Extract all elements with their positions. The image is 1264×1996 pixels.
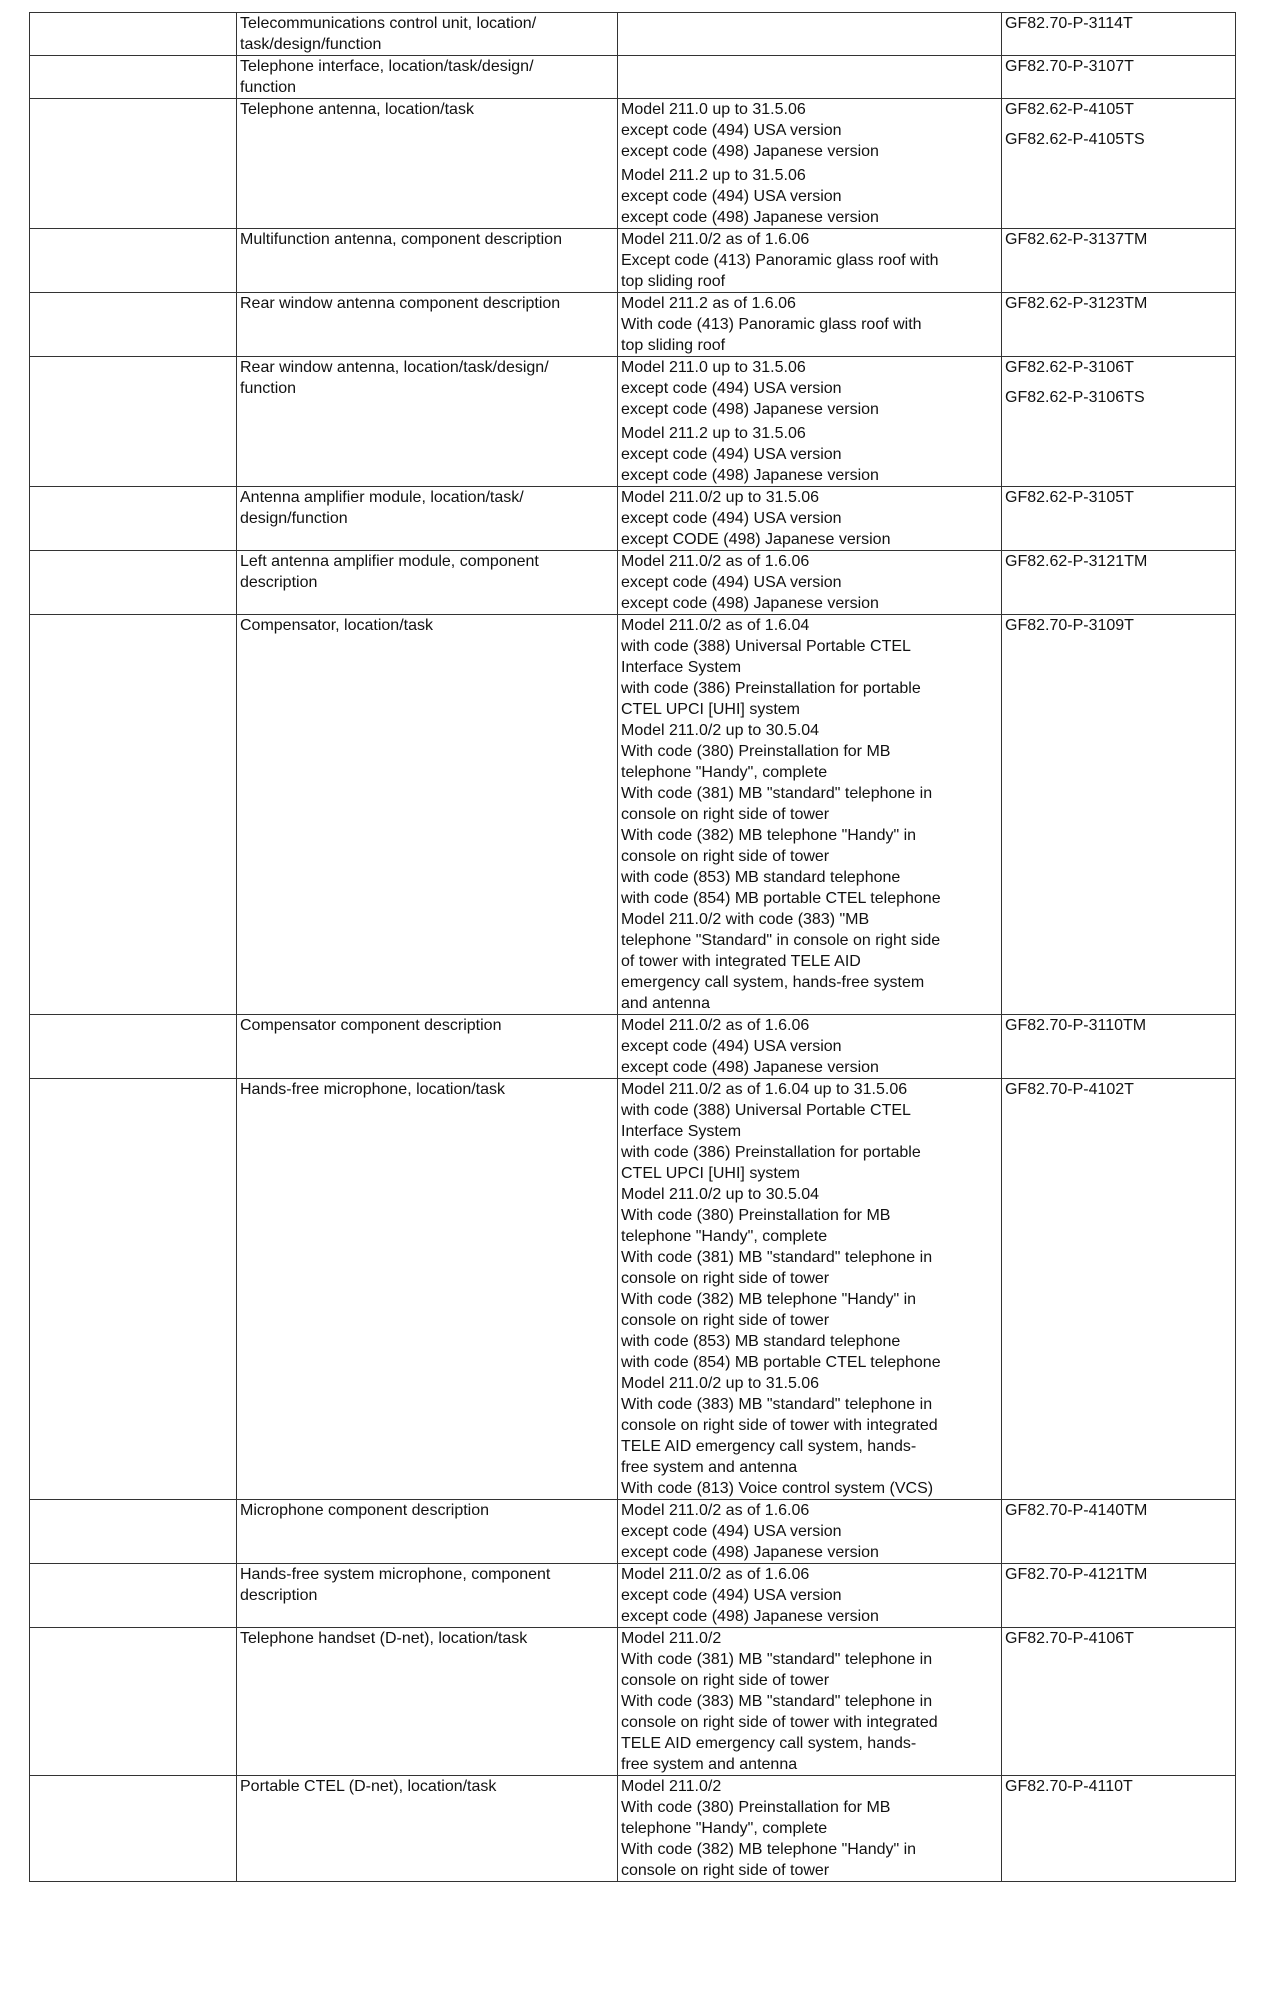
description-cell — [237, 1015, 618, 1079]
condition-cell-line: console on right side of tower — [621, 806, 830, 823]
condition-cell-line: of tower with integrated TELE AID — [621, 953, 861, 970]
condition-cell-line: except code (498) Japanese version — [621, 143, 879, 160]
condition-cell-line: except code (494) USA version — [621, 188, 842, 205]
document-number-cell — [1002, 99, 1236, 229]
document-number-cell-line: GF82.62-P-3121TM — [1005, 553, 1148, 570]
blank-cell — [30, 615, 237, 1015]
condition-cell-line: Model 211.0/2 up to 30.5.04 — [621, 1186, 820, 1203]
description-cell-line: Telephone handset (D-net), location/task — [240, 1630, 528, 1647]
condition-cell-line: telephone "Handy", complete — [621, 764, 828, 781]
blank-cell — [30, 357, 237, 487]
condition-cell-line: console on right side of tower — [621, 1270, 830, 1287]
document-number-cell — [1002, 487, 1236, 551]
document-number-cell — [1002, 1500, 1236, 1564]
table-row — [30, 56, 1236, 99]
description-cell-line: Multifunction antenna, component description — [240, 231, 562, 248]
condition-cell-line: with code (388) Universal Portable CTEL — [621, 1102, 911, 1119]
condition-cell-line: CTEL UPCI [UHI] system — [621, 1165, 800, 1182]
description-cell — [237, 1079, 618, 1500]
condition-cell — [618, 293, 1002, 357]
document-number-cell — [1002, 1628, 1236, 1776]
table-row — [30, 1015, 1236, 1079]
condition-cell — [618, 1079, 1002, 1500]
blank-cell — [30, 1015, 237, 1079]
condition-cell-line: console on right side of tower — [621, 1862, 830, 1879]
description-cell-line: Compensator, location/task — [240, 617, 433, 634]
condition-cell-line: except code (494) USA version — [621, 1523, 842, 1540]
condition-cell-line: and antenna — [621, 995, 710, 1012]
document-number-cell — [1002, 551, 1236, 615]
description-cell-line: Hands-free microphone, location/task — [240, 1081, 506, 1098]
document-number-cell-line: GF82.70-P-3109T — [1005, 617, 1134, 634]
condition-cell-line: Model 211.0/2 as of 1.6.06 — [621, 1502, 810, 1519]
description-cell-line: Rear window antenna, location/task/design/ — [240, 359, 549, 376]
condition-cell-line: except code (498) Japanese version — [621, 209, 879, 226]
condition-cell — [618, 56, 1002, 99]
condition-cell-line: free system and antenna — [621, 1756, 798, 1773]
description-cell — [237, 487, 618, 551]
blank-cell — [30, 229, 237, 293]
document-number-cell-line: GF82.62-P-3137TM — [1005, 231, 1148, 248]
condition-cell-line: console on right side of tower with integrated — [621, 1714, 938, 1731]
description-cell-line: Rear window antenna component description — [240, 295, 561, 312]
condition-cell — [618, 357, 1002, 487]
document-number-cell-line: GF82.70-P-3114T — [1005, 15, 1133, 32]
document-number-cell-line: GF82.62-P-3105T — [1005, 489, 1134, 506]
condition-cell-line: with code (386) Preinstallation for portable — [621, 1144, 921, 1161]
description-cell-line: Microphone component description — [240, 1502, 490, 1519]
document-number-cell-line: GF82.70-P-4140TM — [1005, 1502, 1148, 1519]
table-row — [30, 615, 1236, 1015]
description-cell-line: description — [240, 574, 318, 591]
condition-cell-line: except code (498) Japanese version — [621, 401, 879, 418]
document-number-cell — [1002, 13, 1236, 56]
description-cell — [237, 1776, 618, 1882]
condition-cell-line: With code (382) MB telephone "Handy" in — [621, 827, 917, 844]
condition-cell-line: with code (854) MB portable CTEL telephone — [621, 890, 941, 907]
description-cell — [237, 13, 618, 56]
description-cell-line: function — [240, 380, 297, 397]
condition-cell-line: Model 211.0/2 as of 1.6.04 — [621, 617, 810, 634]
condition-cell — [618, 551, 1002, 615]
description-cell — [237, 357, 618, 487]
condition-cell-line: except code (494) USA version — [621, 380, 842, 397]
condition-cell-line: except code (498) Japanese version — [621, 595, 879, 612]
condition-cell-line: With code (381) MB "standard" telephone in — [621, 1651, 933, 1668]
document-number-cell — [1002, 293, 1236, 357]
condition-cell-line: Model 211.0 up to 31.5.06 — [621, 101, 806, 118]
condition-cell-line: With code (381) MB "standard" telephone in — [621, 785, 933, 802]
condition-cell-line: With code (380) Preinstallation for MB — [621, 1207, 891, 1224]
condition-cell-line: With code (813) Voice control system (VCS) — [621, 1480, 934, 1497]
condition-cell-line: console on right side of tower — [621, 1312, 830, 1329]
table-row — [30, 293, 1236, 357]
condition-cell-line: TELE AID emergency call system, hands- — [621, 1438, 917, 1455]
document-number-cell — [1002, 56, 1236, 99]
description-cell — [237, 1500, 618, 1564]
condition-cell-line: top sliding roof — [621, 273, 726, 290]
condition-cell-line: telephone "Handy", complete — [621, 1820, 828, 1837]
condition-cell-line: with code (854) MB portable CTEL telephone — [621, 1354, 941, 1371]
condition-cell-line: With code (382) MB telephone "Handy" in — [621, 1841, 917, 1858]
document-number-cell — [1002, 357, 1236, 487]
condition-cell-line: TELE AID emergency call system, hands- — [621, 1735, 917, 1752]
condition-cell-line: Interface System — [621, 1123, 742, 1140]
condition-cell-line: Model 211.0/2 up to 30.5.04 — [621, 722, 820, 739]
condition-cell-line: telephone "Standard" in console on right side — [621, 932, 941, 949]
description-cell — [237, 229, 618, 293]
condition-cell-line: Interface System — [621, 659, 742, 676]
table-row — [30, 357, 1236, 487]
condition-cell-line: telephone "Handy", complete — [621, 1228, 828, 1245]
description-cell-line: Telecommunications control unit, location/ — [240, 15, 537, 32]
condition-cell — [618, 1500, 1002, 1564]
description-cell — [237, 615, 618, 1015]
condition-cell — [618, 1015, 1002, 1079]
condition-cell-line: console on right side of tower — [621, 1672, 830, 1689]
condition-cell-line: with code (388) Universal Portable CTEL — [621, 638, 911, 655]
description-cell — [237, 56, 618, 99]
condition-cell-line: Model 211.0/2 with code (383) "MB — [621, 911, 870, 928]
condition-cell — [618, 99, 1002, 229]
description-cell-line: Telephone interface, location/task/design/ — [240, 58, 534, 75]
document-number-cell-line: GF82.62-P-4105TS — [1005, 131, 1145, 148]
condition-cell-line: Model 211.0/2 as of 1.6.06 — [621, 1017, 810, 1034]
document-number-cell-line: GF82.62-P-4105T — [1005, 101, 1134, 118]
description-cell-line: Compensator component description — [240, 1017, 502, 1034]
condition-cell-line: emergency call system, hands-free system — [621, 974, 925, 991]
condition-cell-line: with code (853) MB standard telephone — [621, 869, 901, 886]
blank-cell — [30, 56, 237, 99]
document-number-cell — [1002, 1776, 1236, 1882]
condition-cell-line: console on right side of tower with integrated — [621, 1417, 938, 1434]
condition-cell-line: Model 211.2 up to 31.5.06 — [621, 167, 806, 184]
condition-cell-line: With code (381) MB "standard" telephone in — [621, 1249, 933, 1266]
description-cell-line: Telephone antenna, location/task — [240, 101, 474, 118]
condition-cell-line: CTEL UPCI [UHI] system — [621, 701, 800, 718]
condition-cell-line: except code (494) USA version — [621, 1038, 842, 1055]
condition-cell-line: Model 211.0/2 — [621, 1630, 722, 1647]
condition-cell-line: Model 211.0 up to 31.5.06 — [621, 359, 806, 376]
table-row — [30, 1500, 1236, 1564]
document-number-cell-line: GF82.70-P-3107T — [1005, 58, 1134, 75]
table-row — [30, 1564, 1236, 1628]
table-row — [30, 1628, 1236, 1776]
condition-cell-line: except CODE (498) Japanese version — [621, 531, 891, 548]
description-cell-line: design/function — [240, 510, 348, 527]
blank-cell — [30, 99, 237, 229]
description-cell-line: function — [240, 79, 297, 96]
condition-cell-line: except code (494) USA version — [621, 446, 842, 463]
document-number-cell — [1002, 615, 1236, 1015]
description-cell — [237, 551, 618, 615]
condition-cell-line: Model 211.0/2 as of 1.6.06 — [621, 553, 810, 570]
table-row — [30, 551, 1236, 615]
document-number-cell-line: GF82.62-P-3106TS — [1005, 389, 1145, 406]
condition-cell-line: Model 211.0/2 as of 1.6.04 up to 31.5.06 — [621, 1081, 908, 1098]
description-cell — [237, 1628, 618, 1776]
condition-cell-line: top sliding roof — [621, 337, 726, 354]
blank-cell — [30, 1776, 237, 1882]
description-cell — [237, 1564, 618, 1628]
condition-cell-line: free system and antenna — [621, 1459, 798, 1476]
document-number-cell-line: GF82.70-P-4121TM — [1005, 1566, 1148, 1583]
document-number-cell — [1002, 1564, 1236, 1628]
description-cell-line: Antenna amplifier module, location/task/ — [240, 489, 524, 506]
blank-cell — [30, 1564, 237, 1628]
description-cell — [237, 293, 618, 357]
table-body — [30, 13, 1236, 1882]
condition-cell-line: except code (494) USA version — [621, 574, 842, 591]
condition-cell-line: except code (498) Japanese version — [621, 467, 879, 484]
condition-cell-line: Model 211.0/2 up to 31.5.06 — [621, 489, 820, 506]
document-number-cell-line: GF82.70-P-4106T — [1005, 1630, 1134, 1647]
table-row — [30, 1079, 1236, 1500]
condition-cell-line: Model 211.0/2 as of 1.6.06 — [621, 1566, 810, 1583]
condition-cell-line: except code (498) Japanese version — [621, 1059, 879, 1076]
condition-cell-line: except code (498) Japanese version — [621, 1544, 879, 1561]
condition-cell — [618, 1564, 1002, 1628]
table-row — [30, 229, 1236, 293]
condition-cell — [618, 615, 1002, 1015]
description-cell — [237, 99, 618, 229]
blank-cell — [30, 487, 237, 551]
document-number-cell — [1002, 1015, 1236, 1079]
document-number-cell-line: GF82.70-P-4110T — [1005, 1778, 1133, 1795]
condition-cell — [618, 487, 1002, 551]
condition-cell-line: Model 211.0/2 up to 31.5.06 — [621, 1375, 820, 1392]
condition-cell-line: with code (386) Preinstallation for portable — [621, 680, 921, 697]
condition-cell-line: console on right side of tower — [621, 848, 830, 865]
table-row — [30, 99, 1236, 229]
blank-cell — [30, 1628, 237, 1776]
table-row — [30, 1776, 1236, 1882]
blank-cell — [30, 1500, 237, 1564]
document-number-cell-line: GF82.62-P-3123TM — [1005, 295, 1148, 312]
table-row — [30, 13, 1236, 56]
condition-cell — [618, 229, 1002, 293]
condition-cell-line: except code (494) USA version — [621, 122, 842, 139]
condition-cell — [618, 13, 1002, 56]
condition-cell-line: with code (853) MB standard telephone — [621, 1333, 901, 1350]
condition-cell-line: except code (494) USA version — [621, 510, 842, 527]
condition-cell-line: With code (380) Preinstallation for MB — [621, 1799, 891, 1816]
condition-cell-line: Model 211.0/2 — [621, 1778, 722, 1795]
condition-cell — [618, 1628, 1002, 1776]
document-number-cell-line: GF82.70-P-4102T — [1005, 1081, 1134, 1098]
condition-cell-line: Model 211.2 as of 1.6.06 — [621, 295, 796, 312]
blank-cell — [30, 13, 237, 56]
condition-cell-line: Except code (413) Panoramic glass roof with — [621, 252, 939, 269]
condition-cell-line: except code (498) Japanese version — [621, 1608, 879, 1625]
description-cell-line: task/design/function — [240, 36, 382, 53]
condition-cell-line: With code (380) Preinstallation for MB — [621, 743, 891, 760]
document-number-cell-line: GF82.70-P-3110TM — [1005, 1017, 1147, 1034]
blank-cell — [30, 1079, 237, 1500]
condition-cell-line: Model 211.2 up to 31.5.06 — [621, 425, 806, 442]
blank-cell — [30, 551, 237, 615]
table-row — [30, 487, 1236, 551]
condition-cell-line: With code (383) MB "standard" telephone in — [621, 1396, 933, 1413]
document-table — [29, 12, 1236, 1882]
condition-cell-line: except code (494) USA version — [621, 1587, 842, 1604]
condition-cell-line: With code (382) MB telephone "Handy" in — [621, 1291, 917, 1308]
condition-cell-line: With code (383) MB "standard" telephone in — [621, 1693, 933, 1710]
document-number-cell — [1002, 229, 1236, 293]
description-cell-line: Left antenna amplifier module, component — [240, 553, 539, 570]
document-number-cell — [1002, 1079, 1236, 1500]
blank-cell — [30, 293, 237, 357]
description-cell-line: Hands-free system microphone, component — [240, 1566, 551, 1583]
description-cell-line: Portable CTEL (D-net), location/task — [240, 1778, 497, 1795]
condition-cell-line: With code (413) Panoramic glass roof with — [621, 316, 922, 333]
condition-cell — [618, 1776, 1002, 1882]
description-cell-line: description — [240, 1587, 318, 1604]
document-number-cell-line: GF82.62-P-3106T — [1005, 359, 1134, 376]
condition-cell-line: Model 211.0/2 as of 1.6.06 — [621, 231, 810, 248]
